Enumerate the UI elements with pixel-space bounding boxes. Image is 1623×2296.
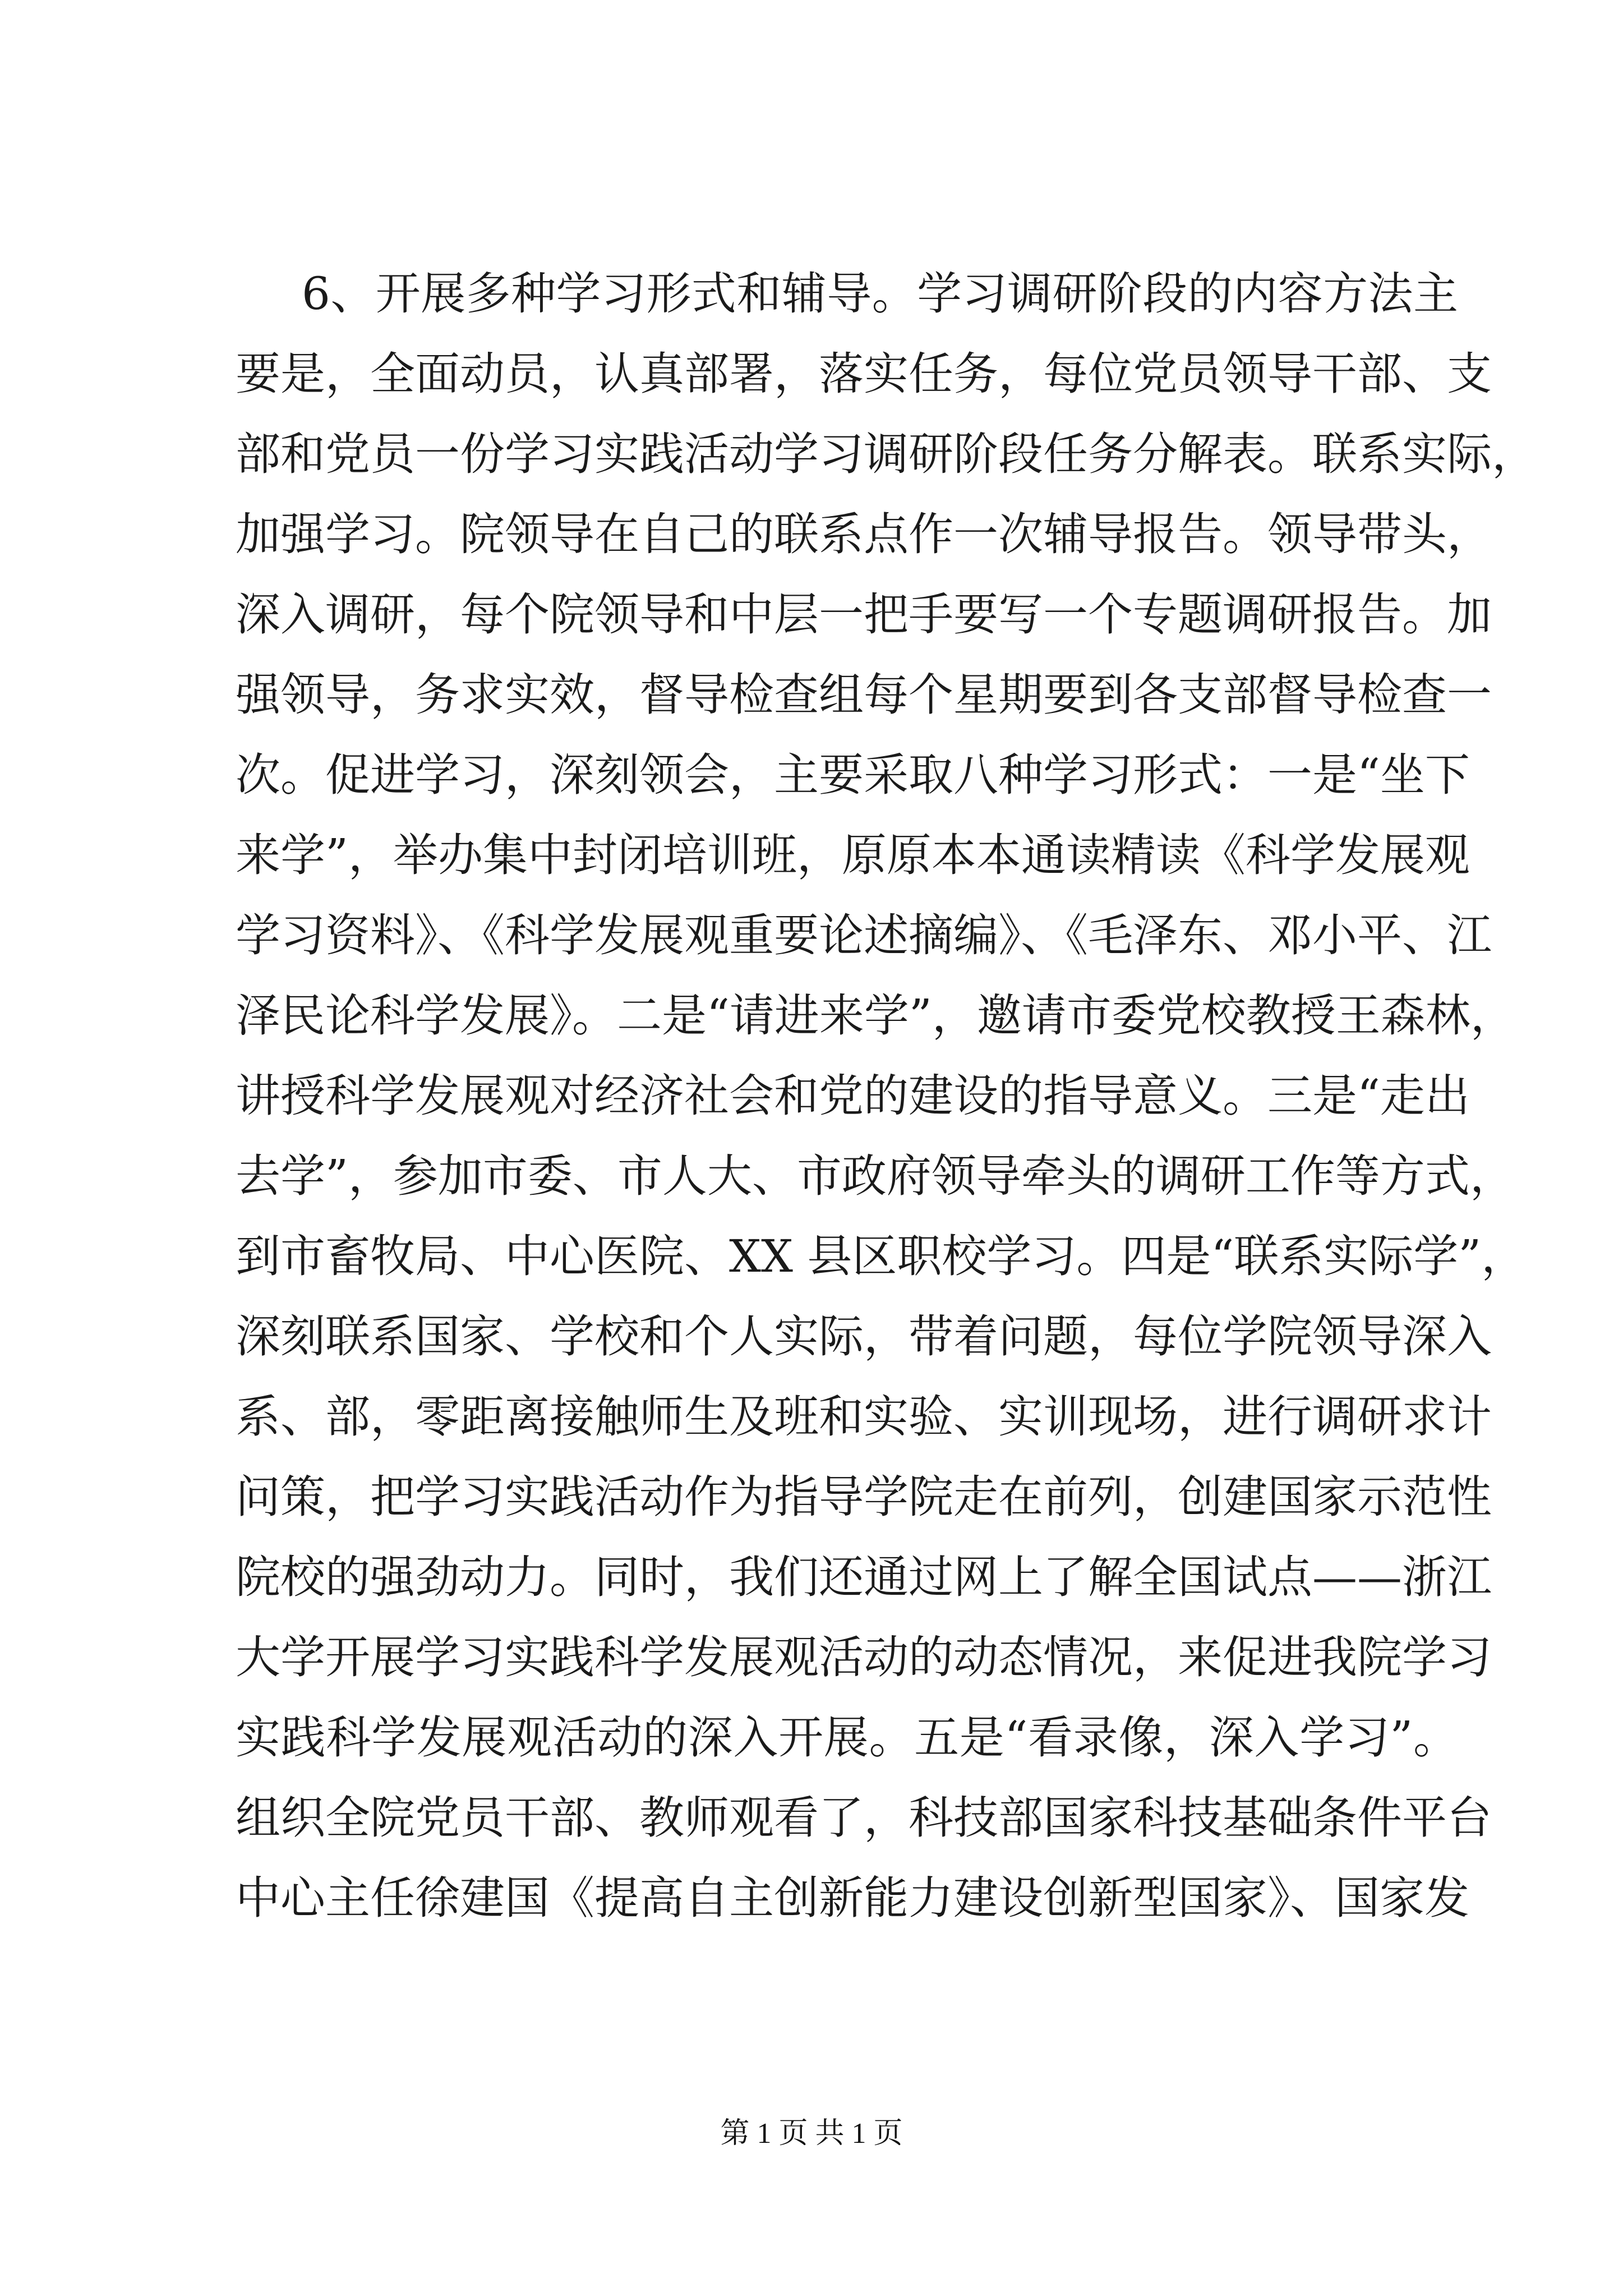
text-line: 中心主任徐建国《提高自主创新能力建设创新型国家》、国家发	[236, 1872, 1469, 1924]
text-line: 强领导，务求实效，督导检查组每个星期要到各支部督导检查一	[236, 669, 1492, 721]
text-line: 部和党员一份学习实践活动学习调研阶段任务分解表。联系实际，	[236, 428, 1537, 480]
text-line: 学习资料》、《科学发展观重要论述摘编》、《毛泽东、邓小平、江	[236, 909, 1492, 961]
text-line: 要是，全面动员，认真部署，落实任务，每位党员领导干部、支	[236, 348, 1492, 400]
text-line: 深入调研，每个院领导和中层一把手要写一个专题调研报告。加	[236, 588, 1492, 641]
text-line: 到市畜牧局、中心医院、XX 县区职校学习。四是“联系实际学”，	[236, 1230, 1527, 1282]
text-line: 问策，把学习实践活动作为指导学院走在前列，创建国家示范性	[236, 1471, 1492, 1523]
text-line: 大学开展学习实践科学发展观活动的动态情况，来促进我院学习	[236, 1631, 1492, 1683]
text-line: 讲授科学发展观对经济社会和党的建设的指导意义。三是“走出	[236, 1070, 1470, 1122]
text-line: 加强学习。院领导在自己的联系点作一次辅导报告。领导带头，	[236, 508, 1492, 560]
text-line: 次。促进学习，深刻领会，主要采取八种学习形式：一是“坐下	[236, 749, 1470, 801]
text-line: 来学”，举办集中封闭培训班，原原本本通读精读《科学发展观	[236, 829, 1470, 881]
text-line: 6、开展多种学习形式和辅导。学习调研阶段的内容方法主	[302, 268, 1458, 320]
page-number-footer: 第 1 页 共 1 页	[720, 2118, 903, 2150]
text-line: 实践科学发展观活动的深入开展。五是“看录像，深入学习”。	[236, 1711, 1458, 1764]
text-line: 系、部，零距离接触师生及班和实验、实训现场，进行调研求计	[236, 1391, 1492, 1443]
text-line: 去学”，参加市委、市人大、市政府领导牵头的调研工作等方式，	[236, 1150, 1515, 1202]
text-line: 院校的强劲动力。同时，我们还通过网上了解全国试点——浙江	[236, 1551, 1492, 1603]
text-line: 泽民论科学发展》。二是“请进来学”，邀请市委党校教授王森林，	[236, 990, 1515, 1042]
text-line: 组织全院党员干部、教师观看了，科技部国家科技基础条件平台	[236, 1792, 1492, 1844]
text-line: 深刻联系国家、学校和个人实际，带着问题，每位学院领导深入	[236, 1310, 1492, 1363]
body-paragraph	[236, 254, 1537, 1938]
